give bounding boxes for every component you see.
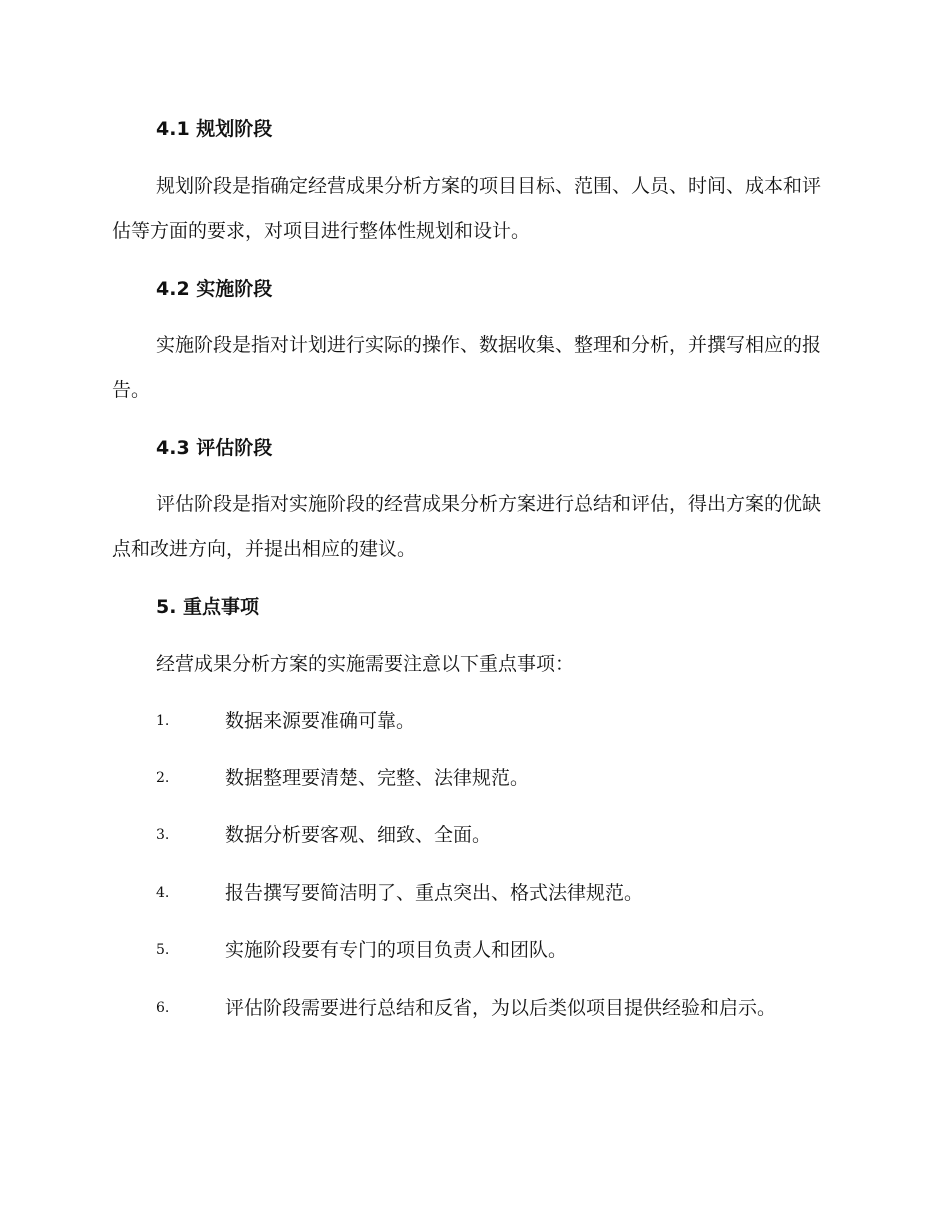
list-item-text: 评估阶段需要进行总结和反省，为以后类似项目提供经验和启示。	[225, 997, 777, 1019]
section-paragraph-4-2: 实施阶段是指对计划进行实际的操作、数据收集、整理和分析，并撰写相应的报告。	[112, 334, 822, 401]
list-item-number: 1.	[156, 713, 170, 729]
list-item	[112, 871, 834, 916]
list-item-number: 5.	[156, 942, 170, 958]
list-item-text: 实施阶段要有专门的项目负责人和团队。	[225, 939, 568, 961]
list-item-text: 数据整理要清楚、完整、法律规范。	[225, 767, 530, 789]
list-item-text: 数据来源要准确可靠。	[225, 710, 416, 732]
list-item	[112, 699, 834, 744]
section-paragraph-4-1: 规划阶段是指确定经营成果分析方案的项目目标、范围、人员、时间、成本和评估等方面的要求，对项目进行整体性规划和设计。	[112, 175, 822, 242]
list-item-text: 数据分析要客观、细致、全面。	[225, 824, 492, 846]
list-item	[112, 928, 834, 973]
key-points-heading: 5. 重点事项	[156, 596, 260, 618]
list-item-text: 报告撰写要简洁明了、重点突出、格式法律规范。	[225, 882, 644, 904]
list-item	[112, 756, 834, 801]
section-paragraph-4-3: 评估阶段是指对实施阶段的经营成果分析方案进行总结和评估，得出方案的优缺点和改进方向，并提出相应的建议。	[112, 493, 822, 560]
section-heading-4-3: 4.3 评估阶段	[156, 437, 273, 459]
list-item-number: 3.	[156, 827, 170, 843]
list-item-number: 4.	[156, 885, 170, 901]
list-item-number: 2.	[156, 770, 170, 786]
list-item	[112, 986, 834, 1031]
list-item-number: 6.	[156, 1000, 170, 1016]
key-points-intro: 经营成果分析方案的实施需要注意以下重点事项：	[156, 653, 575, 675]
section-heading-4-1: 4.1 规划阶段	[156, 118, 273, 140]
list-item	[112, 813, 834, 858]
section-heading-4-2: 4.2 实施阶段	[156, 278, 273, 300]
